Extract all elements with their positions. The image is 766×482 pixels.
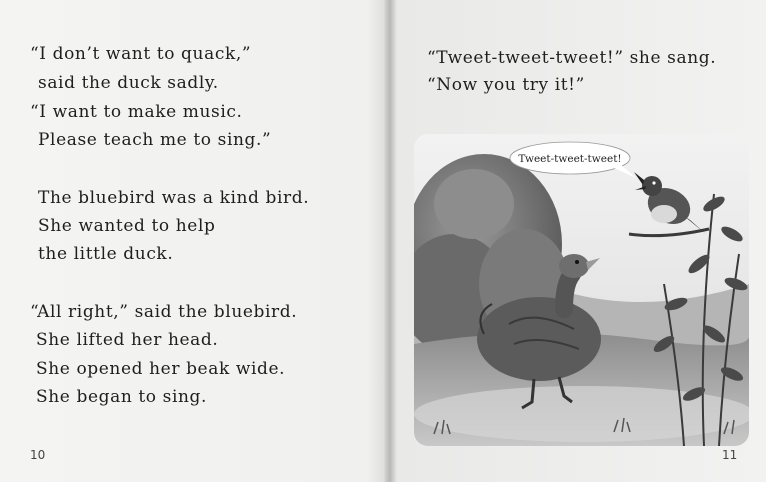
book-gutter: [384, 0, 396, 482]
left-line-2: said the duck sadly.: [38, 73, 219, 93]
left-line-9: She lifted her head.: [36, 330, 219, 350]
left-line-6: She wanted to help: [38, 216, 216, 236]
left-line-7: the little duck.: [38, 244, 174, 264]
right-page-number: 11: [722, 448, 738, 462]
right-line-2: “Now you try it!”: [427, 75, 585, 95]
left-line-8: “All right,” said the bluebird.: [30, 302, 298, 322]
left-page-number: 10: [30, 448, 46, 462]
left-line-5: The bluebird was a kind bird.: [38, 188, 310, 208]
speech-bubble-text: Tweet-tweet-tweet!: [518, 153, 622, 165]
left-line-3: “I want to make music.: [30, 102, 243, 122]
illustration-duck-and-bluebird: [414, 134, 749, 446]
right-line-1: “Tweet-tweet-tweet!” she sang.: [427, 48, 717, 68]
left-line-11: She began to sing.: [36, 387, 208, 407]
illustration-svg: [414, 134, 749, 446]
left-line-1: “I don’t want to quack,”: [30, 44, 252, 64]
left-line-10: She opened her beak wide.: [36, 359, 286, 379]
left-line-4: Please teach me to sing.”: [38, 130, 272, 150]
